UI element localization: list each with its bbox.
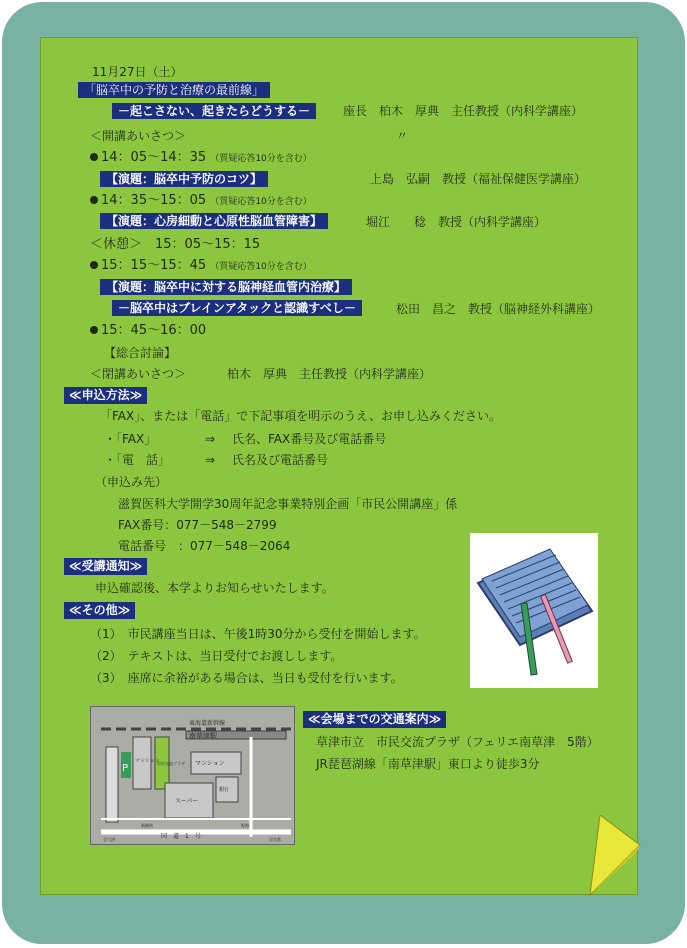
opening-ditto: 〃 [396,129,409,143]
notice-heading: ≪受講通知≫ [64,558,147,575]
map-mansion-2: マンション [195,760,225,767]
talk-1-note: （質疑応答10分を含む） [210,154,312,164]
map-plaza-label: 市民交流プラザ [157,761,185,766]
map-corner-3: 至大津 [103,837,115,842]
map-super-label: スーパー [175,798,199,805]
opening-label: ＜開講あいさつ＞ [90,129,187,143]
map-parking-label: P [122,763,129,774]
map-corner-1: 新橋南 [141,823,153,828]
other-item-2: （2） テキストは、当日受付でお渡しします。 [90,649,343,663]
application-info-fax: 氏名、FAX番号及び電話番号 [232,432,387,446]
break-time: ＜休憩＞ 15：05～15：15 [90,237,261,252]
talk-1-speaker: 上島 弘嗣 教授（福祉保健医学講座） [370,172,587,186]
application-dest-name: 滋賀医科大学開学30周年記念事業特別企画「市民公開講座」係 [118,497,458,511]
talk-3-note: （質疑応答10分を含む） [210,262,312,272]
talk-1-time: 14：05～14：35 [101,150,207,165]
talk-3-speaker: 松田 昌之 教授（脳神経外科講座） [396,302,601,316]
application-fax: FAX番号：077－548－2799 [118,518,277,532]
session-chair: 座長 柏木 厚典 主任教授（内科学講座） [343,104,584,118]
session-title: 「脳卒中の予防と治療の最前線」 [78,82,270,98]
access-line-1: 草津市立 市民交流プラザ（フェリエ南草津 5階） [316,735,599,749]
arrow-icon: ⇒ [205,453,216,467]
talk-2-note: （質疑応答10分を含む） [210,197,312,207]
map-mansion-1: マンション [135,758,160,764]
closing-speaker: 柏木 厚典 主任教授（内科学講座） [227,367,432,381]
talk-1-time-row [90,150,312,167]
talk-2-time: 14：35～15：05 [101,193,207,208]
discussion-time-row [90,323,206,339]
other-heading: ≪その他≫ [64,602,135,619]
arrow-icon: ⇒ [205,432,216,446]
map-rail-label: 東海道新幹線 [189,720,226,727]
notice-text: 申込確認後、本学よりお知らせいたします。 [95,581,334,595]
talk-2-speaker: 堀江 稔 教授（内科学講座） [366,215,547,229]
talk-2-title: 【演題：心房細動と心原性脳血管障害】 [100,213,328,229]
application-tel: 電話番号 ：077－548－2064 [118,539,291,553]
other-item-1: （1） 市民講座当日は、午後1時30分から受付を開始します。 [90,627,426,641]
application-method-fax: ・「FAX」 [104,432,157,446]
discussion-label: 【総合討論】 [104,346,177,360]
map-graphic [91,707,294,844]
map-shop-label: 銀行 [219,787,230,793]
discussion-time: 15：45～16：00 [101,323,207,338]
bullet-icon [90,196,98,204]
application-method-tel: ・「電 話」 [104,453,171,467]
application-intro: 「FAX」、または「電話」で下記事項を明示のうえ、お申し込みください。 [100,409,501,423]
application-dest-label: （申込み先） [95,475,168,489]
map-station-label: 南草津駅 [189,732,217,740]
talk-2-time-row [90,193,312,210]
bullet-icon [90,326,98,334]
bullet-icon [90,261,98,269]
bullet-icon [90,153,98,161]
talk-3-title: 【演題：脳卒中に対する脳神経血管内治療】 [100,279,352,295]
application-info-tel: 氏名及び電話番号 [232,453,329,467]
closing-label: ＜閉講あいさつ＞ [90,367,187,381]
session-subtitle: －起こさない、起きたらどうする－ [112,103,316,119]
other-item-3: （3） 座席に余裕がある場合は、当日も受付を行います。 [90,671,403,685]
map-corner-4: 至京都 [269,837,281,842]
map-corner-2: 野路 [241,823,249,828]
access-line-2: JR琵琶湖線「南草津駅」東口より徒歩3分 [316,757,540,771]
application-heading: ≪申込方法≫ [64,387,147,404]
notebook-pen-illustration [470,533,598,688]
talk-3-time: 15：15～15：45 [101,258,207,273]
map-route-label: 国 道 1 号 [161,833,201,840]
talk-1-title: 【演題：脳卒中予防のコツ】 [100,171,268,187]
notebook-icon [470,533,598,688]
talk-3-time-row [90,258,312,275]
talk-3-subtitle: －脳卒中はブレインアタックと認識すべし－ [112,300,362,316]
access-heading: ≪会場までの交通案内≫ [303,711,446,728]
page-curl-icon [590,815,650,905]
access-map [90,706,295,845]
event-date: 11月27日（土） [92,65,183,79]
